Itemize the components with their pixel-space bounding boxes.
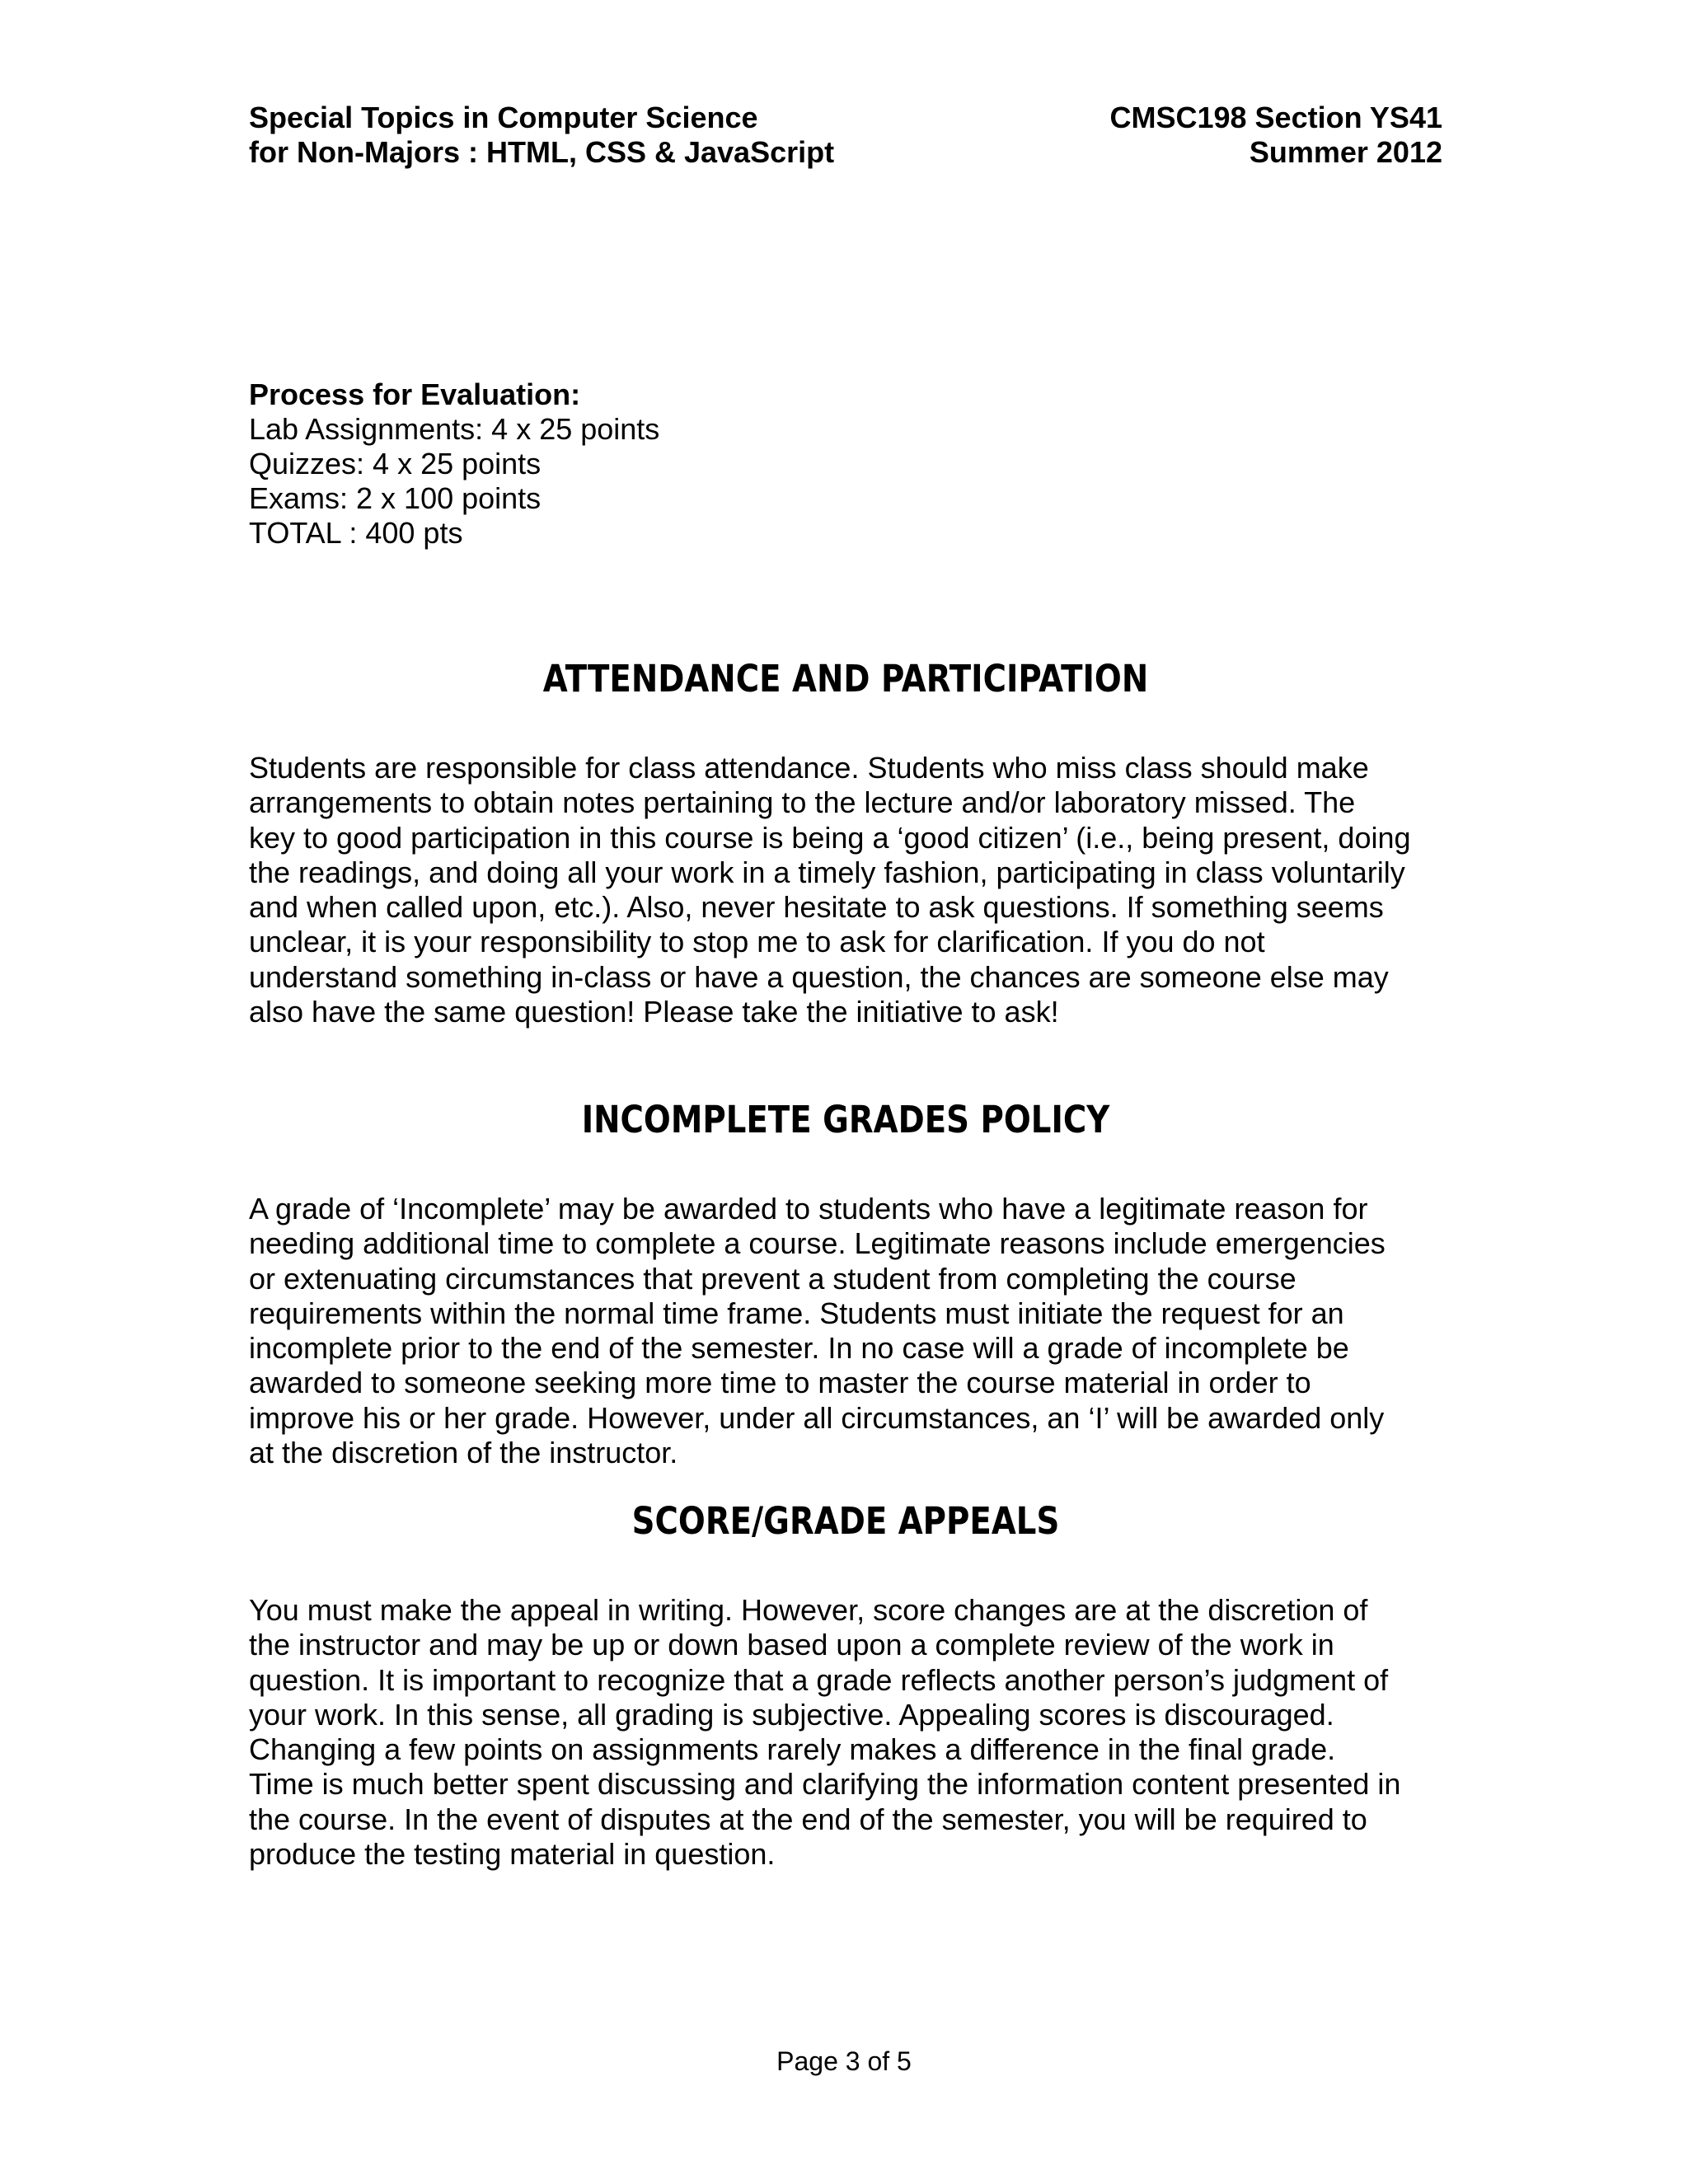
paragraph-line: unclear, it is your responsibility to stop me to ask for clarification. If you do not <box>249 925 1265 959</box>
paragraph-line: Students are responsible for class attendance. Students who miss class should make <box>249 751 1369 785</box>
evaluation-line: Exams: 2 x 100 points <box>249 481 542 515</box>
paragraph-line: and when called upon, etc.). Also, never hesitate to ask questions. If something seems <box>249 890 1384 925</box>
course-section-info <box>1109 101 1442 170</box>
evaluation-line: TOTAL : 400 pts <box>249 516 463 550</box>
evaluation-line: Quizzes: 4 x 25 points <box>249 447 542 480</box>
paragraph-line: or extenuating circumstances that prevent a student from completing the course <box>249 1261 1296 1296</box>
paragraph-line: You must make the appeal in writing. However, score changes are at the discretion of <box>249 1593 1368 1627</box>
paragraph-line: understand something in-class or have a question, the chances are someone else may <box>249 959 1389 994</box>
paragraph-line: key to good participation in this course is being a ‘good citizen’ (i.e., being present, doing <box>249 820 1411 855</box>
paragraph-line: requirements within the normal time frame. Students must initiate the request for an <box>249 1296 1344 1330</box>
section-body-incomplete-grades <box>249 1192 1452 1470</box>
paragraph-line: needing additional time to complete a course. Legitimate reasons include emergencies <box>249 1226 1386 1261</box>
paragraph-line: improve his or her grade. However, under all circumstances, an ‘I’ will be awarded only <box>249 1400 1385 1435</box>
paragraph-line: arrangements to obtain notes pertaining to the lecture and/or laboratory missed. The <box>249 785 1356 820</box>
paragraph-line: question. It is important to recognize that a grade reflects another person’s judgment of <box>249 1662 1389 1697</box>
paragraph-line: awarded to someone seeking more time to master the course material in order to <box>249 1366 1311 1400</box>
course-term: Summer 2012 <box>1249 135 1442 169</box>
section-heading-grade-appeals: SCORE/GRADE APPEALS <box>631 1499 1060 1543</box>
paragraph-line: the instructor and may be up or down based upon a complete review of the work in <box>249 1628 1334 1662</box>
paragraph-line: incomplete prior to the end of the semester. In no case will a grade of incomplete be <box>249 1331 1349 1366</box>
section-body-grade-appeals <box>249 1593 1452 1872</box>
section-body-attendance <box>249 751 1452 1029</box>
paragraph-line: the course. In the event of disputes at the end of the semester, you will be required to <box>249 1802 1367 1836</box>
evaluation-line: Lab Assignments: 4 x 25 points <box>249 412 660 446</box>
paragraph-line: produce the testing material in question. <box>249 1837 776 1872</box>
paragraph-line: your work. In this sense, all grading is subjective. Appealing scores is discouraged. <box>249 1697 1334 1732</box>
course-title-line-2: for Non-Majors : HTML, CSS & JavaScript <box>249 135 835 169</box>
paragraph-line: Time is much better spent discussing and clarifying the information content presented in <box>249 1767 1401 1802</box>
course-title-line-1: Special Topics in Computer Science <box>249 101 758 134</box>
evaluation-block <box>249 377 659 551</box>
paragraph-line: Changing a few points on assignments rarely makes a difference in the final grade. <box>249 1732 1336 1767</box>
section-heading-incomplete-grades: INCOMPLETE GRADES POLICY <box>581 1098 1110 1141</box>
section-heading-attendance: ATTENDANCE AND PARTICIPATION <box>542 657 1149 701</box>
paragraph-line: A grade of ‘Incomplete’ may be awarded to students who have a legitimate reason for <box>249 1192 1368 1226</box>
paragraph-line: the readings, and doing all your work in a timely fashion, participating in class voluntarily <box>249 855 1405 889</box>
evaluation-title: Process for Evaluation: <box>249 377 581 411</box>
paragraph-line: at the discretion of the instructor. <box>249 1436 678 1470</box>
page-number: Page 3 of 5 <box>776 2046 912 2076</box>
course-section: CMSC198 Section YS41 <box>1109 101 1442 134</box>
paragraph-line: also have the same question! Please take the initiative to ask! <box>249 995 1059 1029</box>
course-title <box>249 101 834 170</box>
